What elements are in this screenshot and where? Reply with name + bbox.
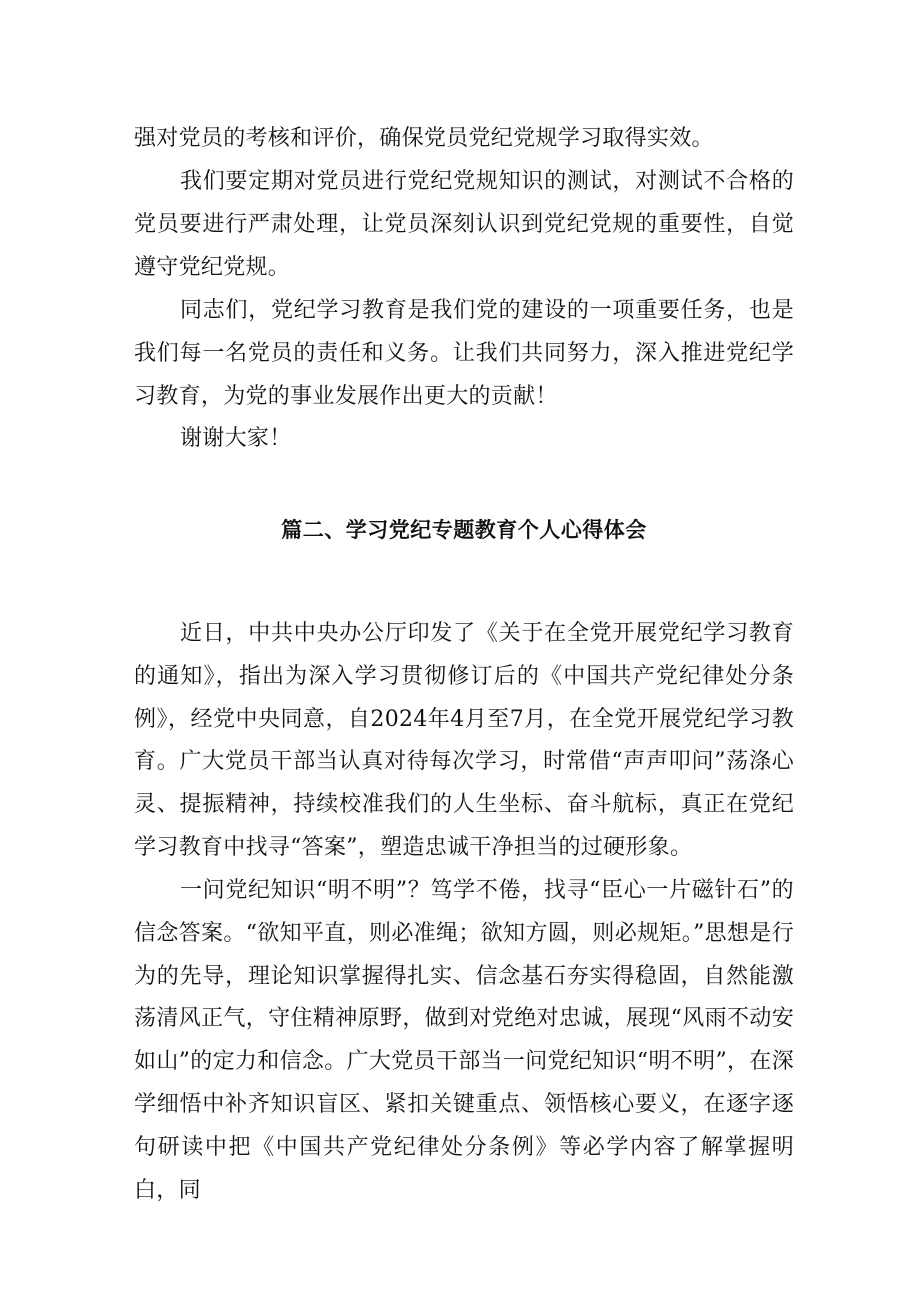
paragraph-comrades: 同志们，党纪学习教育是我们党的建设的一项重要任务，也是我们每一名党员的责任和义务。让我们共同努力，深入推进党纪学习教育，为党的事业发展作出更大的贡献！ [134, 298, 794, 409]
paragraph-thanks: 谢谢大家！ [180, 426, 292, 451]
paragraph-testing: 我们要定期对党员进行党纪党规知识的测试，对测试不合格的党员要进行严肃处理，让党员深刻认识到党纪党规的重要性，自觉遵守党纪党规。 [134, 169, 794, 280]
section-heading: 篇二、学习党纪专题教育个人心得体会 [281, 517, 647, 542]
paragraph-first-question: 一问党纪知识“明不明”？笃学不倦，找寻“臣心一片磁针石”的信念答案。“欲知平直，则必准绳；欲知方圆，则必规矩。”思想是行为的先导，理论知识掌握得扎实、信念基石夯实得稳固，自然能激荡清风正气，守住精神原野，做到对党绝对忠诚，展现“风雨不动安如山”的定力和信念。广大党员干部当一问党纪知识“明不明”，在深学细悟中补齐知识盲区、紧扣关键重点、领悟核心要义，在逐字逐句研读中把《中国共产党纪律处分条例》等必学内容了解掌握明白，同 [134, 878, 794, 1203]
paragraph-closing-assessment: 强对党员的考核和评价，确保党员党纪党规学习取得实效。 [134, 126, 714, 151]
paragraph-notice: 近日，中共中央办公厅印发了《关于在全党开展党纪学习教育的通知》，指出为深入学习贯彻修订后的《中国共产党纪律处分条例》，经党中央同意，自2024年4月至7月，在全党开展党纪学习教育。广大党员干部当认真对待每次学习，时常借“声声叩问”荡涤心灵、提振精神，持续校准我们的人生坐标、奋斗航标，真正在党纪学习教育中找寻“答案”，塑造忠诚干净担当的过硬形象。 [134, 621, 794, 860]
